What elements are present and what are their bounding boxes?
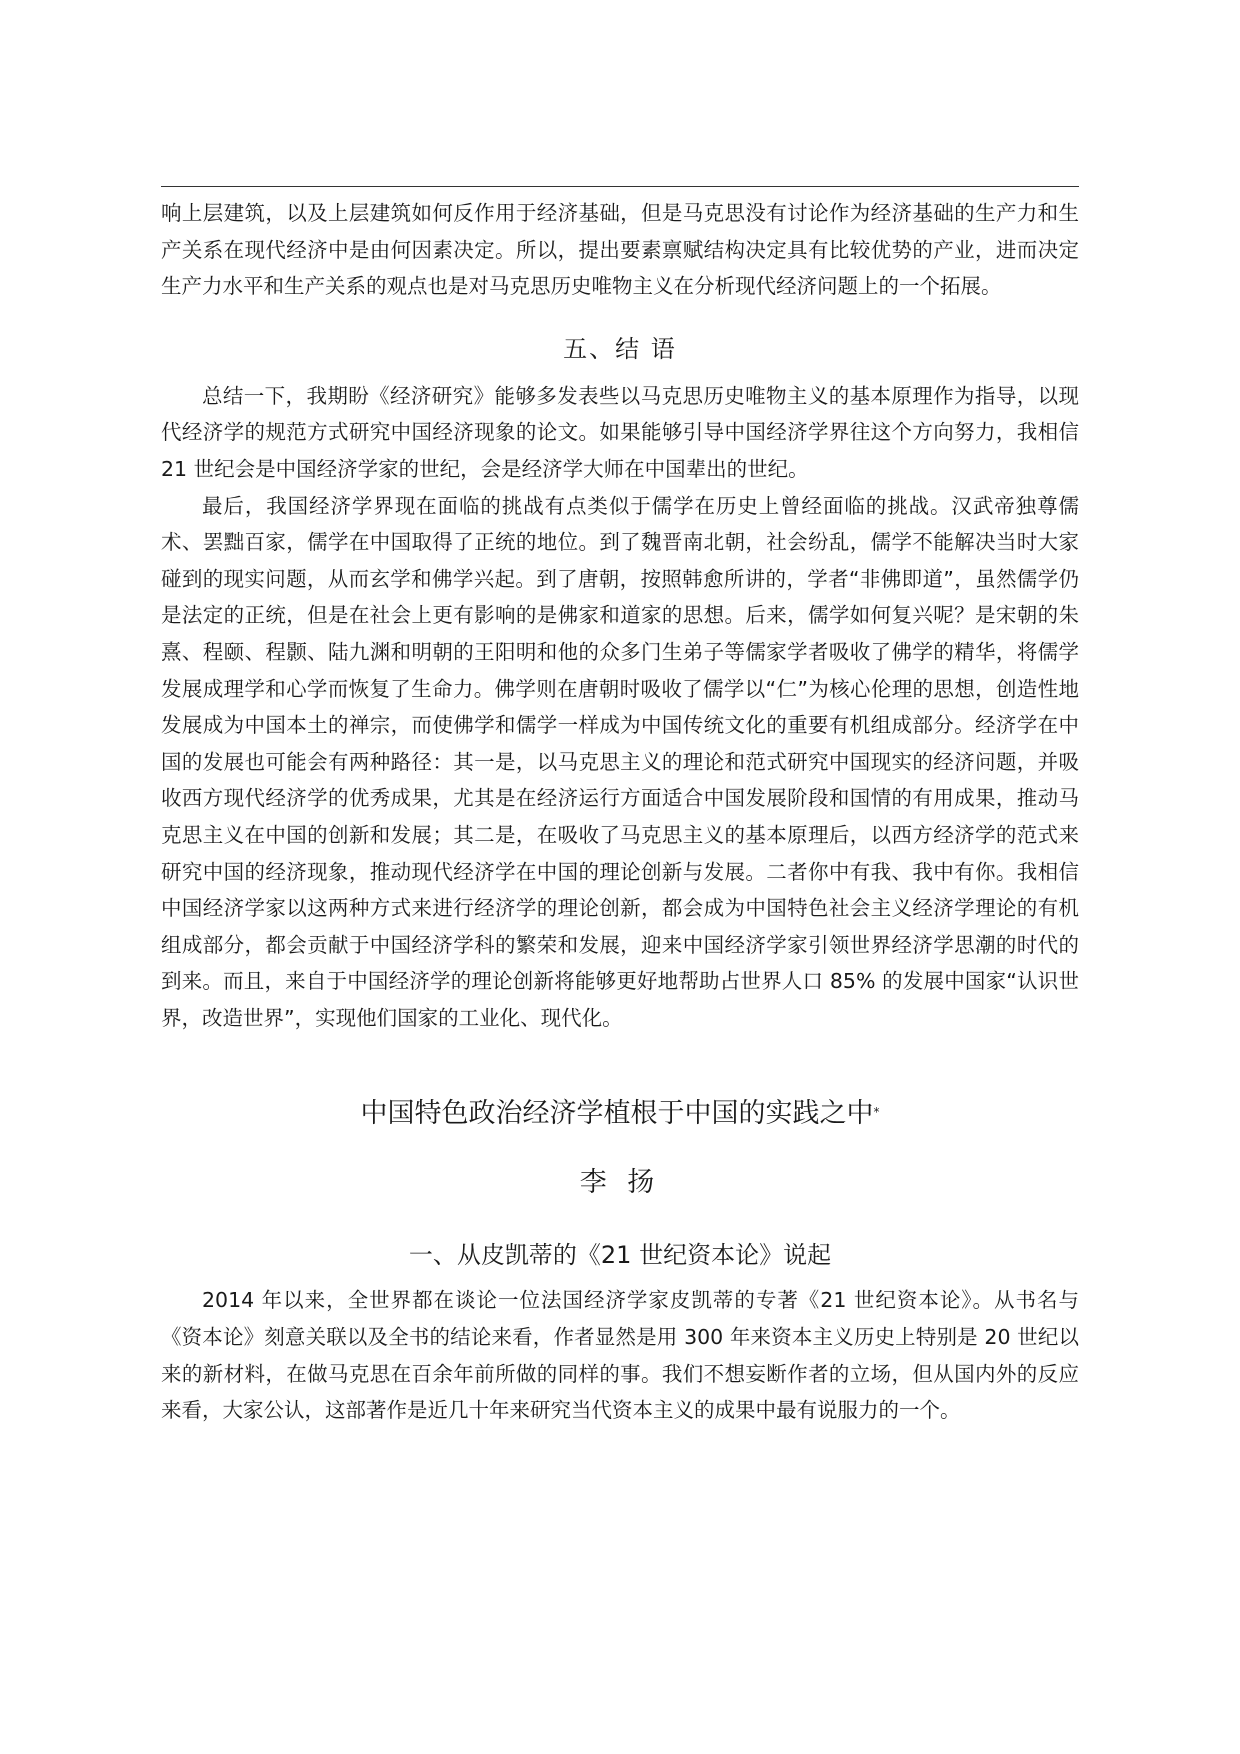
conclusion-paragraph-2: 最后，我国经济学界现在面临的挑战有点类似于儒学在历史上曾经面临的挑战。汉武帝独尊儒术、罢黜百家，儒学在中国取得了正统的地位。到了魏晋南北朝，社会纷乱，儒学不能解决当时大家碰到的现实问题，从而玄学和佛学兴起。到了唐朝，按照韩愈所讲的，学者“非佛即道”，虽然儒学仍是法定的正统，但是在社会上更有影响的是佛家和道家的思想。后来，儒学如何复兴呢？是宋朝的朱熹、程颐、程颢、陆九渊和明朝的王阳明和他的众多门生弟子等儒家学者吸收了佛学的精华，将儒学发展成理学和心学而恢复了生命力。佛学则在唐朝时吸收了儒学以“仁”为核心伦理的思想，创造性地发展成为中国本土的禅宗，而使佛学和儒学一样成为中国传统文化的重要有机组成部分。经济学在中国的发展也可能会有两种路径：其一是，以马克思主义的理论和范式研究中国现实的经济问题，并吸收西方现代经济学的优秀成果，尤其是在经济运行方面适合中国发展阶段和国情的有用成果，推动马克思主义在中国的创新和发展；其二是，在吸收了马克思主义的基本原理后，以西方经济学的范式来研究中国的经济现象，推动现代经济学在中国的理论创新与发展。二者你中有我、我中有你。我相信中国经济学家以这两种方式来进行经济学的理论创新，都会成为中国特色社会主义经济学理论的有机组成部分，都会贡献于中国经济学科的繁荣和发展，迎来中国经济学家引领世界经济学思潮的时代的到来。而且，来自于中国经济学的理论创新将能够更好地帮助占世界人口 85% 的发展中国家“认识世界，改造世界”，实现他们国家的工业化、现代化。 [161, 493, 1079, 1030]
continued-paragraph: 响上层建筑，以及上层建筑如何反作用于经济基础，但是马克思没有讨论作为经济基础的生产力和生产关系在现代经济中是由何因素决定。所以，提出要素禀赋结构决定具有比较优势的产业，进而决定生产力水平和生产关系的观点也是对马克思历史唯物主义在分析现代经济问题上的一个拓展。 [161, 201, 1079, 299]
section-heading-conclusion: 五、结 语 [563, 334, 677, 363]
article-author: 李 扬 [579, 1167, 661, 1199]
document-page [161, 186, 1079, 1429]
top-divider [161, 186, 1079, 187]
article-title-text: 中国特色政治经济学植根于中国的实践之中 [360, 1098, 874, 1130]
footnote-mark: * [873, 1105, 880, 1120]
conclusion-paragraph-1: 总结一下，我期盼《经济研究》能够多发表些以马克思历史唯物主义的基本原理作为指导，以现代经济学的规范方式研究中国经济现象的论文。如果能够引导中国经济学界往这个方向努力，我相信 21 世纪会是中国经济学家的世纪，会是经济学大师在中国辈出的世纪。 [161, 383, 1079, 481]
section-1-paragraph-1: 2014 年以来，全世界都在谈论一位法国经济学家皮凯蒂的专著《21 世纪资本论》。从书名与《资本论》刻意关联以及全书的结论来看，作者显然是用 300 年来资本主义历史上特别是 20 世纪以来的新材料，在做马克思在百余年前所做的同样的事。我们不想妄断作者的立场，但从国内外的反应来看，大家公认，这部著作是近几十年来研究当代资本主义的成果中最有说服力的一个。 [161, 1288, 1079, 1423]
section-heading-1: 一、从皮凯蒂的《21 世纪资本论》说起 [408, 1241, 832, 1270]
article-title [161, 1094, 1079, 1134]
